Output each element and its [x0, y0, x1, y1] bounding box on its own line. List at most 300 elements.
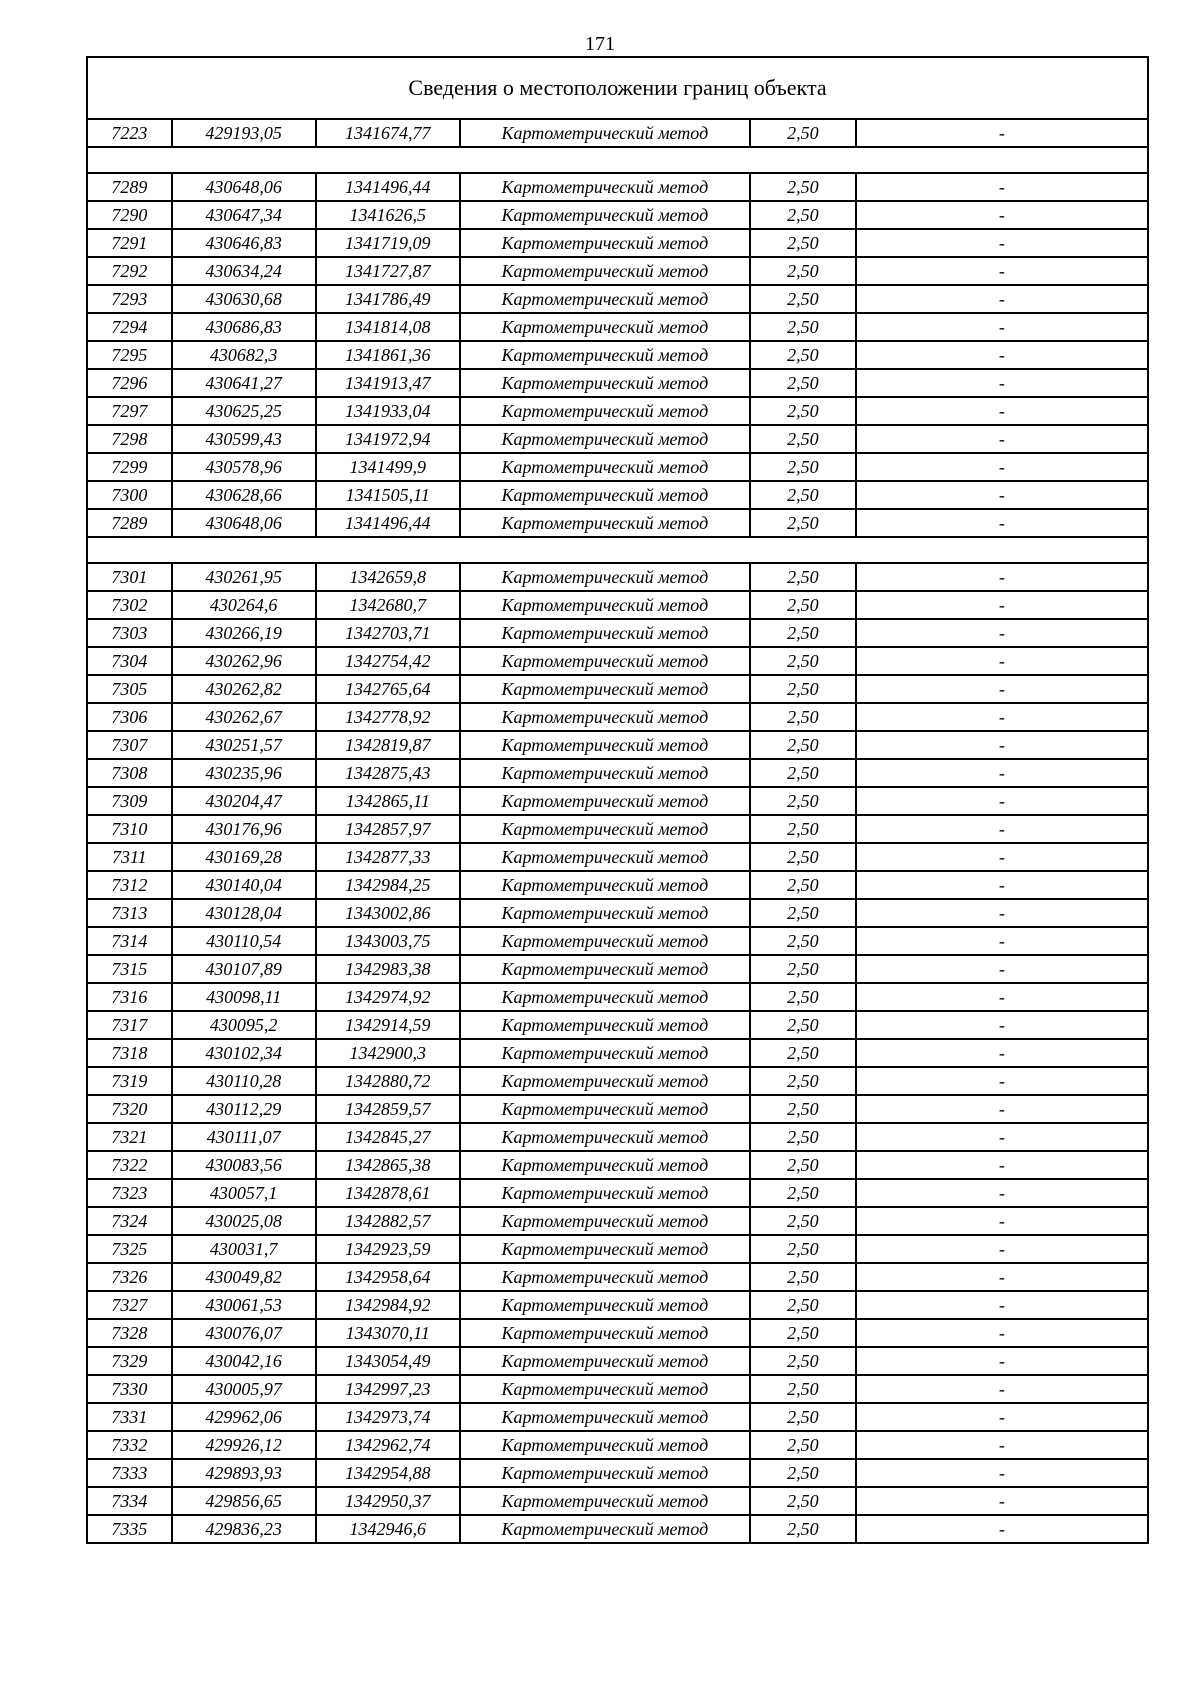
y-coordinate-cell: 1341727,87	[316, 257, 460, 285]
x-coordinate-cell: 430110,54	[172, 927, 316, 955]
point-number-cell: 7323	[87, 1179, 172, 1207]
point-number-cell: 7292	[87, 257, 172, 285]
point-number-cell: 7293	[87, 285, 172, 313]
accuracy-cell: 2,50	[750, 1207, 856, 1235]
table-row	[87, 1319, 1148, 1347]
y-coordinate-cell: 1342882,57	[316, 1207, 460, 1235]
table-row	[87, 1347, 1148, 1375]
group-separator-cell	[87, 147, 1148, 173]
y-coordinate-cell: 1341499,9	[316, 453, 460, 481]
y-coordinate-cell: 1341913,47	[316, 369, 460, 397]
description-cell: -	[856, 1151, 1148, 1179]
x-coordinate-cell: 430641,27	[172, 369, 316, 397]
table-row	[87, 591, 1148, 619]
accuracy-cell: 2,50	[750, 1487, 856, 1515]
y-coordinate-cell: 1342865,11	[316, 787, 460, 815]
method-cell: Картометрический метод	[460, 1095, 750, 1123]
description-cell: -	[856, 313, 1148, 341]
x-coordinate-cell: 430083,56	[172, 1151, 316, 1179]
table-row	[87, 369, 1148, 397]
x-coordinate-cell: 430262,67	[172, 703, 316, 731]
x-coordinate-cell: 430098,11	[172, 983, 316, 1011]
point-number-cell: 7322	[87, 1151, 172, 1179]
accuracy-cell: 2,50	[750, 787, 856, 815]
point-number-cell: 7318	[87, 1039, 172, 1067]
description-cell: -	[856, 1011, 1148, 1039]
accuracy-cell: 2,50	[750, 1179, 856, 1207]
table-row	[87, 787, 1148, 815]
table-row	[87, 703, 1148, 731]
table-row	[87, 257, 1148, 285]
point-number-cell: 7311	[87, 843, 172, 871]
description-cell: -	[856, 927, 1148, 955]
x-coordinate-cell: 430128,04	[172, 899, 316, 927]
table-row	[87, 341, 1148, 369]
y-coordinate-cell: 1342914,59	[316, 1011, 460, 1039]
point-number-cell: 7329	[87, 1347, 172, 1375]
boundary-coordinates-table	[86, 56, 1149, 1544]
x-coordinate-cell: 430031,7	[172, 1235, 316, 1263]
x-coordinate-cell: 430102,34	[172, 1039, 316, 1067]
point-number-cell: 7223	[87, 119, 172, 147]
point-number-cell: 7331	[87, 1403, 172, 1431]
accuracy-cell: 2,50	[750, 1011, 856, 1039]
method-cell: Картометрический метод	[460, 481, 750, 509]
description-cell: -	[856, 509, 1148, 537]
table-row	[87, 453, 1148, 481]
point-number-cell: 7302	[87, 591, 172, 619]
table-row	[87, 1459, 1148, 1487]
accuracy-cell: 2,50	[750, 871, 856, 899]
description-cell: -	[856, 1039, 1148, 1067]
y-coordinate-cell: 1342875,43	[316, 759, 460, 787]
accuracy-cell: 2,50	[750, 815, 856, 843]
description-cell: -	[856, 1459, 1148, 1487]
method-cell: Картометрический метод	[460, 1375, 750, 1403]
accuracy-cell: 2,50	[750, 119, 856, 147]
x-coordinate-cell: 430057,1	[172, 1179, 316, 1207]
method-cell: Картометрический метод	[460, 173, 750, 201]
y-coordinate-cell: 1342984,25	[316, 871, 460, 899]
accuracy-cell: 2,50	[750, 983, 856, 1011]
method-cell: Картометрический метод	[460, 1515, 750, 1543]
point-number-cell: 7334	[87, 1487, 172, 1515]
description-cell: -	[856, 341, 1148, 369]
x-coordinate-cell: 430262,82	[172, 675, 316, 703]
point-number-cell: 7304	[87, 647, 172, 675]
method-cell: Картометрический метод	[460, 425, 750, 453]
table-body	[87, 57, 1148, 1543]
accuracy-cell: 2,50	[750, 173, 856, 201]
method-cell: Картометрический метод	[460, 341, 750, 369]
accuracy-cell: 2,50	[750, 1263, 856, 1291]
table-row	[87, 1487, 1148, 1515]
accuracy-cell: 2,50	[750, 619, 856, 647]
point-number-cell: 7327	[87, 1291, 172, 1319]
y-coordinate-cell: 1342958,64	[316, 1263, 460, 1291]
method-cell: Картометрический метод	[460, 229, 750, 257]
x-coordinate-cell: 430578,96	[172, 453, 316, 481]
y-coordinate-cell: 1342946,6	[316, 1515, 460, 1543]
y-coordinate-cell: 1341496,44	[316, 173, 460, 201]
description-cell: -	[856, 1319, 1148, 1347]
y-coordinate-cell: 1342877,33	[316, 843, 460, 871]
accuracy-cell: 2,50	[750, 843, 856, 871]
method-cell: Картометрический метод	[460, 871, 750, 899]
table-row	[87, 1207, 1148, 1235]
group-separator-row	[87, 147, 1148, 173]
point-number-cell: 7315	[87, 955, 172, 983]
method-cell: Картометрический метод	[460, 1011, 750, 1039]
y-coordinate-cell: 1341674,77	[316, 119, 460, 147]
y-coordinate-cell: 1341861,36	[316, 341, 460, 369]
accuracy-cell: 2,50	[750, 201, 856, 229]
y-coordinate-cell: 1342900,3	[316, 1039, 460, 1067]
x-coordinate-cell: 430107,89	[172, 955, 316, 983]
y-coordinate-cell: 1342984,92	[316, 1291, 460, 1319]
x-coordinate-cell: 430266,19	[172, 619, 316, 647]
description-cell: -	[856, 1067, 1148, 1095]
y-coordinate-cell: 1342778,92	[316, 703, 460, 731]
x-coordinate-cell: 430634,24	[172, 257, 316, 285]
point-number-cell: 7294	[87, 313, 172, 341]
accuracy-cell: 2,50	[750, 1515, 856, 1543]
method-cell: Картометрический метод	[460, 1291, 750, 1319]
table-row	[87, 899, 1148, 927]
point-number-cell: 7328	[87, 1319, 172, 1347]
y-coordinate-cell: 1341719,09	[316, 229, 460, 257]
point-number-cell: 7332	[87, 1431, 172, 1459]
group-separator-row	[87, 537, 1148, 563]
y-coordinate-cell: 1342857,97	[316, 815, 460, 843]
point-number-cell: 7314	[87, 927, 172, 955]
point-number-cell: 7298	[87, 425, 172, 453]
method-cell: Картометрический метод	[460, 201, 750, 229]
x-coordinate-cell: 430049,82	[172, 1263, 316, 1291]
description-cell: -	[856, 1487, 1148, 1515]
method-cell: Картометрический метод	[460, 1123, 750, 1151]
description-cell: -	[856, 1375, 1148, 1403]
accuracy-cell: 2,50	[750, 1123, 856, 1151]
accuracy-cell: 2,50	[750, 481, 856, 509]
method-cell: Картометрический метод	[460, 955, 750, 983]
description-cell: -	[856, 787, 1148, 815]
method-cell: Картометрический метод	[460, 1067, 750, 1095]
method-cell: Картометрический метод	[460, 983, 750, 1011]
table-row	[87, 563, 1148, 591]
method-cell: Картометрический метод	[460, 119, 750, 147]
accuracy-cell: 2,50	[750, 1459, 856, 1487]
description-cell: -	[856, 983, 1148, 1011]
table-row	[87, 397, 1148, 425]
x-coordinate-cell: 430646,83	[172, 229, 316, 257]
x-coordinate-cell: 430647,34	[172, 201, 316, 229]
x-coordinate-cell: 430682,3	[172, 341, 316, 369]
y-coordinate-cell: 1342950,37	[316, 1487, 460, 1515]
method-cell: Картометрический метод	[460, 927, 750, 955]
y-coordinate-cell: 1342962,74	[316, 1431, 460, 1459]
y-coordinate-cell: 1342845,27	[316, 1123, 460, 1151]
y-coordinate-cell: 1342859,57	[316, 1095, 460, 1123]
x-coordinate-cell: 430140,04	[172, 871, 316, 899]
point-number-cell: 7300	[87, 481, 172, 509]
table-row	[87, 285, 1148, 313]
method-cell: Картометрический метод	[460, 257, 750, 285]
x-coordinate-cell: 429962,06	[172, 1403, 316, 1431]
point-number-cell: 7330	[87, 1375, 172, 1403]
table-header-row	[87, 57, 1148, 119]
accuracy-cell: 2,50	[750, 509, 856, 537]
description-cell: -	[856, 119, 1148, 147]
y-coordinate-cell: 1342954,88	[316, 1459, 460, 1487]
point-number-cell: 7335	[87, 1515, 172, 1543]
point-number-cell: 7325	[87, 1235, 172, 1263]
accuracy-cell: 2,50	[750, 453, 856, 481]
table-row	[87, 1375, 1148, 1403]
point-number-cell: 7297	[87, 397, 172, 425]
point-number-cell: 7291	[87, 229, 172, 257]
table-row	[87, 425, 1148, 453]
table-row	[87, 1011, 1148, 1039]
description-cell: -	[856, 1235, 1148, 1263]
point-number-cell: 7309	[87, 787, 172, 815]
x-coordinate-cell: 430251,57	[172, 731, 316, 759]
accuracy-cell: 2,50	[750, 1403, 856, 1431]
accuracy-cell: 2,50	[750, 425, 856, 453]
description-cell: -	[856, 1095, 1148, 1123]
description-cell: -	[856, 257, 1148, 285]
x-coordinate-cell: 430110,28	[172, 1067, 316, 1095]
point-number-cell: 7321	[87, 1123, 172, 1151]
accuracy-cell: 2,50	[750, 1291, 856, 1319]
point-number-cell: 7333	[87, 1459, 172, 1487]
x-coordinate-cell: 430599,43	[172, 425, 316, 453]
accuracy-cell: 2,50	[750, 1375, 856, 1403]
description-cell: -	[856, 591, 1148, 619]
method-cell: Картометрический метод	[460, 647, 750, 675]
accuracy-cell: 2,50	[750, 229, 856, 257]
description-cell: -	[856, 759, 1148, 787]
table-row	[87, 955, 1148, 983]
point-number-cell: 7312	[87, 871, 172, 899]
method-cell: Картометрический метод	[460, 759, 750, 787]
method-cell: Картометрический метод	[460, 703, 750, 731]
accuracy-cell: 2,50	[750, 285, 856, 313]
x-coordinate-cell: 429926,12	[172, 1431, 316, 1459]
description-cell: -	[856, 871, 1148, 899]
x-coordinate-cell: 430235,96	[172, 759, 316, 787]
method-cell: Картометрический метод	[460, 563, 750, 591]
accuracy-cell: 2,50	[750, 1319, 856, 1347]
x-coordinate-cell: 429856,65	[172, 1487, 316, 1515]
point-number-cell: 7310	[87, 815, 172, 843]
table-row	[87, 1431, 1148, 1459]
x-coordinate-cell: 430686,83	[172, 313, 316, 341]
table-row	[87, 815, 1148, 843]
table-row	[87, 1151, 1148, 1179]
table-row	[87, 731, 1148, 759]
method-cell: Картометрический метод	[460, 843, 750, 871]
point-number-cell: 7320	[87, 1095, 172, 1123]
description-cell: -	[856, 425, 1148, 453]
y-coordinate-cell: 1342997,23	[316, 1375, 460, 1403]
x-coordinate-cell: 429893,93	[172, 1459, 316, 1487]
method-cell: Картометрический метод	[460, 1319, 750, 1347]
point-number-cell: 7299	[87, 453, 172, 481]
table-row	[87, 509, 1148, 537]
table-row	[87, 313, 1148, 341]
table-row	[87, 619, 1148, 647]
description-cell: -	[856, 481, 1148, 509]
accuracy-cell: 2,50	[750, 563, 856, 591]
y-coordinate-cell: 1343070,11	[316, 1319, 460, 1347]
table-row	[87, 229, 1148, 257]
accuracy-cell: 2,50	[750, 1067, 856, 1095]
x-coordinate-cell: 430112,29	[172, 1095, 316, 1123]
accuracy-cell: 2,50	[750, 647, 856, 675]
table-row	[87, 675, 1148, 703]
x-coordinate-cell: 430630,68	[172, 285, 316, 313]
accuracy-cell: 2,50	[750, 591, 856, 619]
method-cell: Картометрический метод	[460, 285, 750, 313]
table-row	[87, 1515, 1148, 1543]
table-row	[87, 1291, 1148, 1319]
point-number-cell: 7324	[87, 1207, 172, 1235]
x-coordinate-cell: 430025,08	[172, 1207, 316, 1235]
y-coordinate-cell: 1342865,38	[316, 1151, 460, 1179]
accuracy-cell: 2,50	[750, 1347, 856, 1375]
table-row	[87, 201, 1148, 229]
accuracy-cell: 2,50	[750, 1039, 856, 1067]
accuracy-cell: 2,50	[750, 955, 856, 983]
y-coordinate-cell: 1342765,64	[316, 675, 460, 703]
description-cell: -	[856, 675, 1148, 703]
method-cell: Картометрический метод	[460, 1039, 750, 1067]
description-cell: -	[856, 173, 1148, 201]
method-cell: Картометрический метод	[460, 731, 750, 759]
method-cell: Картометрический метод	[460, 369, 750, 397]
y-coordinate-cell: 1341505,11	[316, 481, 460, 509]
table-row	[87, 119, 1148, 147]
y-coordinate-cell: 1342819,87	[316, 731, 460, 759]
y-coordinate-cell: 1343002,86	[316, 899, 460, 927]
point-number-cell: 7301	[87, 563, 172, 591]
x-coordinate-cell: 430111,07	[172, 1123, 316, 1151]
table-title: Сведения о местоположении границ объекта	[87, 57, 1148, 119]
x-coordinate-cell: 430625,25	[172, 397, 316, 425]
method-cell: Картометрический метод	[460, 453, 750, 481]
method-cell: Картометрический метод	[460, 1151, 750, 1179]
table-row	[87, 871, 1148, 899]
point-number-cell: 7316	[87, 983, 172, 1011]
description-cell: -	[856, 1263, 1148, 1291]
x-coordinate-cell: 430648,06	[172, 509, 316, 537]
table-row	[87, 983, 1148, 1011]
point-number-cell: 7290	[87, 201, 172, 229]
page-number: 171	[585, 33, 615, 55]
y-coordinate-cell: 1343003,75	[316, 927, 460, 955]
x-coordinate-cell: 430264,6	[172, 591, 316, 619]
point-number-cell: 7317	[87, 1011, 172, 1039]
table-row	[87, 759, 1148, 787]
y-coordinate-cell: 1341786,49	[316, 285, 460, 313]
x-coordinate-cell: 430076,07	[172, 1319, 316, 1347]
x-coordinate-cell: 430169,28	[172, 843, 316, 871]
method-cell: Картометрический метод	[460, 1347, 750, 1375]
method-cell: Картометрический метод	[460, 1403, 750, 1431]
x-coordinate-cell: 429193,05	[172, 119, 316, 147]
accuracy-cell: 2,50	[750, 675, 856, 703]
description-cell: -	[856, 369, 1148, 397]
accuracy-cell: 2,50	[750, 341, 856, 369]
description-cell: -	[856, 1123, 1148, 1151]
method-cell: Картометрический метод	[460, 787, 750, 815]
method-cell: Картометрический метод	[460, 313, 750, 341]
accuracy-cell: 2,50	[750, 899, 856, 927]
point-number-cell: 7306	[87, 703, 172, 731]
method-cell: Картометрический метод	[460, 619, 750, 647]
x-coordinate-cell: 430204,47	[172, 787, 316, 815]
method-cell: Картометрический метод	[460, 1235, 750, 1263]
method-cell: Картометрический метод	[460, 1459, 750, 1487]
y-coordinate-cell: 1341496,44	[316, 509, 460, 537]
table-row	[87, 927, 1148, 955]
accuracy-cell: 2,50	[750, 1151, 856, 1179]
method-cell: Картометрический метод	[460, 509, 750, 537]
description-cell: -	[856, 843, 1148, 871]
x-coordinate-cell: 430005,97	[172, 1375, 316, 1403]
point-number-cell: 7307	[87, 731, 172, 759]
method-cell: Картометрический метод	[460, 397, 750, 425]
point-number-cell: 7296	[87, 369, 172, 397]
description-cell: -	[856, 1515, 1148, 1543]
table-row	[87, 1039, 1148, 1067]
point-number-cell: 7308	[87, 759, 172, 787]
point-number-cell: 7319	[87, 1067, 172, 1095]
accuracy-cell: 2,50	[750, 1095, 856, 1123]
group-separator-cell	[87, 537, 1148, 563]
y-coordinate-cell: 1342878,61	[316, 1179, 460, 1207]
accuracy-cell: 2,50	[750, 257, 856, 285]
description-cell: -	[856, 1179, 1148, 1207]
table-row	[87, 1123, 1148, 1151]
description-cell: -	[856, 703, 1148, 731]
y-coordinate-cell: 1342880,72	[316, 1067, 460, 1095]
accuracy-cell: 2,50	[750, 1431, 856, 1459]
accuracy-cell: 2,50	[750, 927, 856, 955]
x-coordinate-cell: 430261,95	[172, 563, 316, 591]
table-row	[87, 1179, 1148, 1207]
point-number-cell: 7289	[87, 509, 172, 537]
x-coordinate-cell: 430042,16	[172, 1347, 316, 1375]
x-coordinate-cell: 430061,53	[172, 1291, 316, 1319]
y-coordinate-cell: 1341933,04	[316, 397, 460, 425]
description-cell: -	[856, 1431, 1148, 1459]
x-coordinate-cell: 430176,96	[172, 815, 316, 843]
point-number-cell: 7313	[87, 899, 172, 927]
table-row	[87, 481, 1148, 509]
description-cell: -	[856, 1207, 1148, 1235]
method-cell: Картометрический метод	[460, 1263, 750, 1291]
method-cell: Картометрический метод	[460, 815, 750, 843]
table-row	[87, 1067, 1148, 1095]
method-cell: Картометрический метод	[460, 1179, 750, 1207]
description-cell: -	[856, 955, 1148, 983]
point-number-cell: 7305	[87, 675, 172, 703]
description-cell: -	[856, 563, 1148, 591]
table-row	[87, 1403, 1148, 1431]
description-cell: -	[856, 899, 1148, 927]
